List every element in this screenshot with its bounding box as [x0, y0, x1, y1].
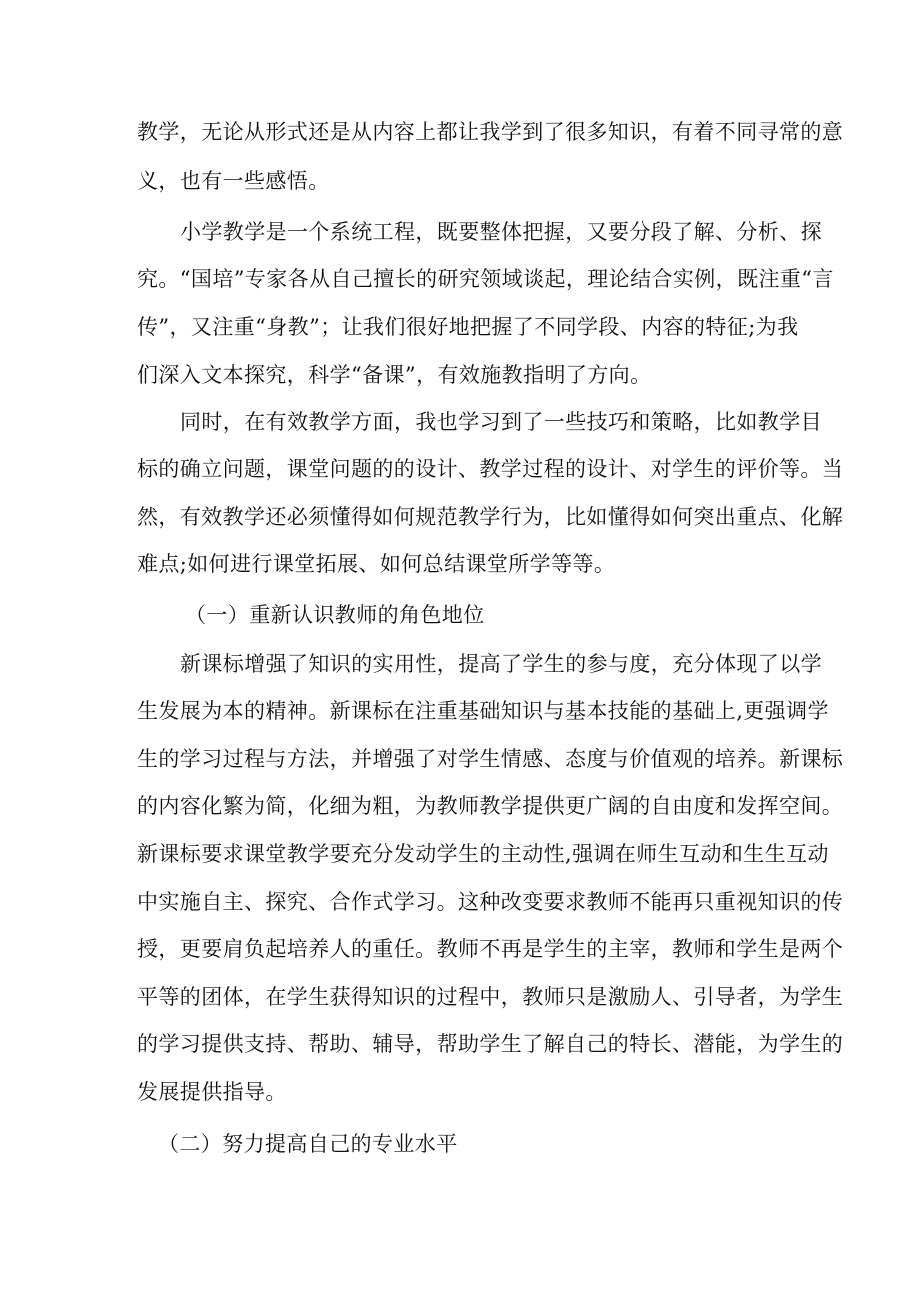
paragraph-line: 标的确立问题，课堂问题的的设计、教学过程的设计、对学生的评价等。当 [137, 457, 844, 481]
paragraph-line: 传”，又注重“身教”；让我们很好地把握了不同学段、内容的特征;为我 [137, 315, 799, 339]
section-heading: （一）重新认识教师的角色地位 [185, 603, 485, 627]
paragraph-line: 生发展为本的精神。新课标在注重基础知识与基本技能的基础上,更强调学 [137, 699, 829, 723]
paragraph-line: 中实施自主、探究、合作式学习。这种改变要求教师不能再只重视知识的传 [137, 890, 844, 914]
paragraph-line: 教学，无论从形式还是从内容上都让我学到了很多知识，有着不同寻常的意 [137, 120, 844, 144]
paragraph-line: 生的学习过程与方法，并增强了对学生情感、态度与价值观的培养。新课标 [137, 747, 844, 771]
paragraph-line: 授，更要肩负起培养人的重任。教师不再是学生的主宰，教师和学生是两个 [137, 937, 844, 961]
paragraph-line: 们深入文本探究，科学“备课”，有效施教指明了方向。 [137, 363, 652, 387]
paragraph-line: 的学习提供支持、帮助、辅导，帮助学生了解自己的特长、潜能，为学生的 [137, 1032, 844, 1056]
paragraph-line: 同时，在有效教学方面，我也学习到了一些技巧和策略，比如教学目 [180, 410, 822, 434]
paragraph-line: 新课标增强了知识的实用性，提高了学生的参与度，充分体现了以学 [180, 652, 822, 676]
paragraph-line: 小学教学是一个系统工程，既要整体把握，又要分段了解、分析、探 [180, 220, 822, 244]
paragraph-line: 平等的团体，在学生获得知识的过程中，教师只是激励人、引导者，为学生 [137, 985, 844, 1009]
section-heading: （二）努力提高自己的专业水平 [158, 1132, 458, 1156]
paragraph-line: 新课标要求课堂教学要充分发动学生的主动性,强调在师生互动和生生互动 [137, 842, 829, 866]
paragraph-line: 的内容化繁为简，化细为粗，为教师教学提供更广阔的自由度和发挥空间。 [137, 794, 844, 818]
paragraph-line: 难点;如何进行课堂拓展、如何总结课堂所学等等。 [137, 552, 616, 576]
paragraph-line: 然，有效教学还必须懂得如何规范教学行为，比如懂得如何突出重点、化解 [137, 505, 844, 529]
paragraph-line: 究。“国培”专家各从自己擅长的研究领域谈起，理论结合实例，既注重“言 [137, 267, 834, 291]
paragraph-line: 义，也有一些感悟。 [137, 169, 330, 193]
paragraph-line: 发展提供指导。 [137, 1080, 287, 1104]
